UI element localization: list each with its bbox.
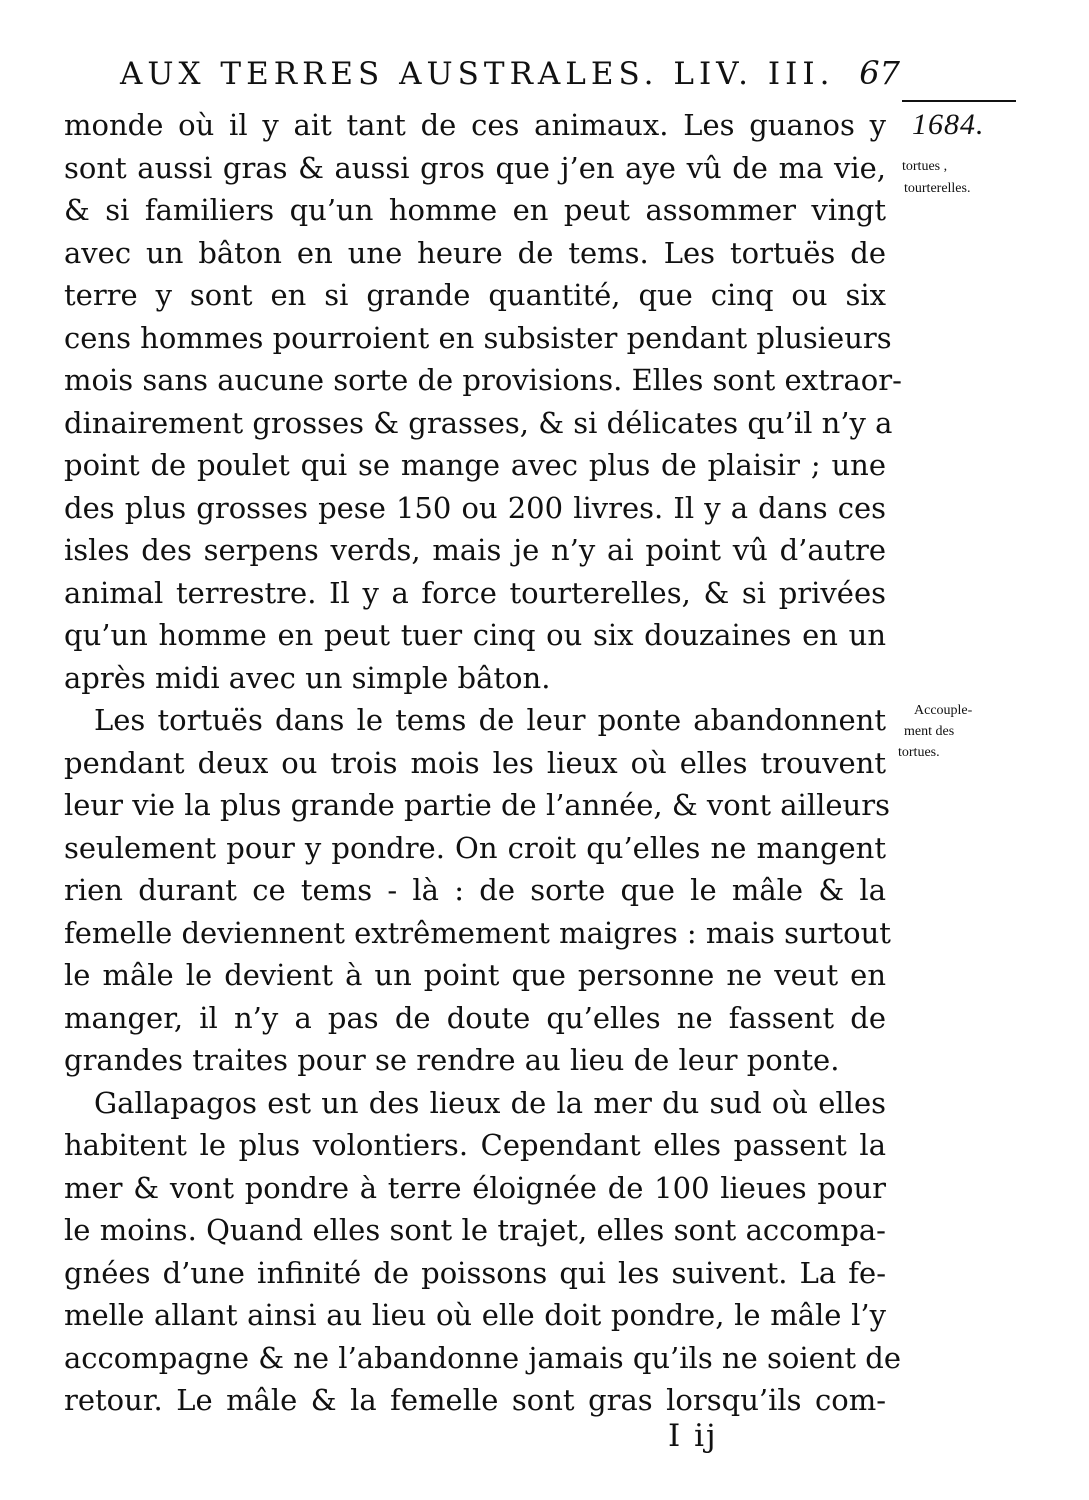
margin-note-line: ment des xyxy=(904,724,955,739)
signature-mark: I ij xyxy=(668,1418,718,1454)
text-line: gnées d’une infinité de poissons qui les suivent. La fe- xyxy=(64,1255,886,1290)
page-number: 67 xyxy=(859,54,900,92)
text-line: melle allant ainsi au lieu où elle doit pondre, le mâle l’y xyxy=(64,1298,886,1332)
text-line: cens hommes pourroient en subsister pendant plusieurs xyxy=(64,320,892,355)
text-line: rien durant ce tems - là : de sorte que le mâle & la xyxy=(64,873,886,907)
margin-rule xyxy=(902,100,1016,102)
text-line: isles des serpens verds, mais je n’y ai point vû d’autre xyxy=(64,533,886,567)
text-line: retour. Le mâle & la femelle sont gras lorsqu’ils com- xyxy=(64,1383,886,1417)
text-line: le mâle le devient à un point que personne ne veut en xyxy=(64,958,886,992)
text-line: après midi avec un simple bâton. xyxy=(64,660,551,695)
text-line: sont aussi gras & aussi gros que j’en aye vû de ma vie, xyxy=(64,150,886,185)
text-line: Gallapagos est un des lieux de la mer du sud où elles xyxy=(94,1085,886,1120)
margin-note-line: tortues , xyxy=(902,159,948,174)
running-head xyxy=(120,50,900,94)
text-line: animal terrestre. Il y a force tourterelles, & si privées xyxy=(64,575,886,610)
running-title: AUX TERRES AUSTRALES. LIV. III. xyxy=(120,56,835,92)
text-line: leur vie la plus grande partie de l’année, & vont ailleurs xyxy=(64,788,890,822)
text-line: seulement pour y pondre. On croit qu’elles ne mangent xyxy=(64,830,886,865)
text-line: Les tortuës dans le tems de leur ponte abandonnent xyxy=(94,703,886,737)
text-line: dinairement grosses & grasses, & si délicates qu’il n’y a xyxy=(64,405,893,440)
text-line: mois sans aucune sorte de provisions. Elles sont extraor- xyxy=(64,363,902,397)
text-line: habitent le plus volontiers. Cependant elles passent la xyxy=(64,1128,886,1162)
text-line: grandes traites pour se rendre au lieu de leur ponte. xyxy=(64,1043,840,1077)
margin-year: 1684. xyxy=(912,108,985,141)
margin-note-line: tourterelles. xyxy=(904,181,971,196)
text-line: avec un bâton en une heure de tems. Les tortuës de xyxy=(64,235,886,270)
margin-note-line: Accouple- xyxy=(914,703,973,718)
body-text xyxy=(64,104,902,1422)
text-line: point de poulet qui se mange avec plus de plaisir ; une xyxy=(64,448,886,482)
text-line: mer & vont pondre à terre éloignée de 100 lieues pour xyxy=(64,1170,886,1205)
text-line: terre y sont en si grande quantité, que cinq ou six xyxy=(64,278,886,312)
text-line: accompagne & ne l’abandonne jamais qu’ils ne soient de xyxy=(64,1340,902,1375)
text-line: pendant deux ou trois mois les lieux où elles trouvent xyxy=(64,745,886,780)
text-line: le moins. Quand elles sont le trajet, elles sont accompa- xyxy=(64,1213,886,1247)
margin-note-line: tortues. xyxy=(898,745,940,760)
text-line: femelle deviennent extrêmement maigres : mais surtout xyxy=(64,915,891,950)
text-line: manger, il n’y a pas de doute qu’elles ne fassent de xyxy=(64,1000,886,1035)
margin-note-accouplement xyxy=(898,700,972,763)
text-line: des plus grosses pese 150 ou 200 livres. Il y a dans ces xyxy=(64,490,886,525)
text-line: qu’un homme en peut tuer cinq ou six douzaines en un xyxy=(64,618,886,652)
margin-note-tortues-tourterelles xyxy=(902,156,970,200)
text-line: monde où il y ait tant de ces animaux. Les guanos y xyxy=(64,108,886,142)
text-line: & si familiers qu’un homme en peut assommer vingt xyxy=(64,193,886,227)
